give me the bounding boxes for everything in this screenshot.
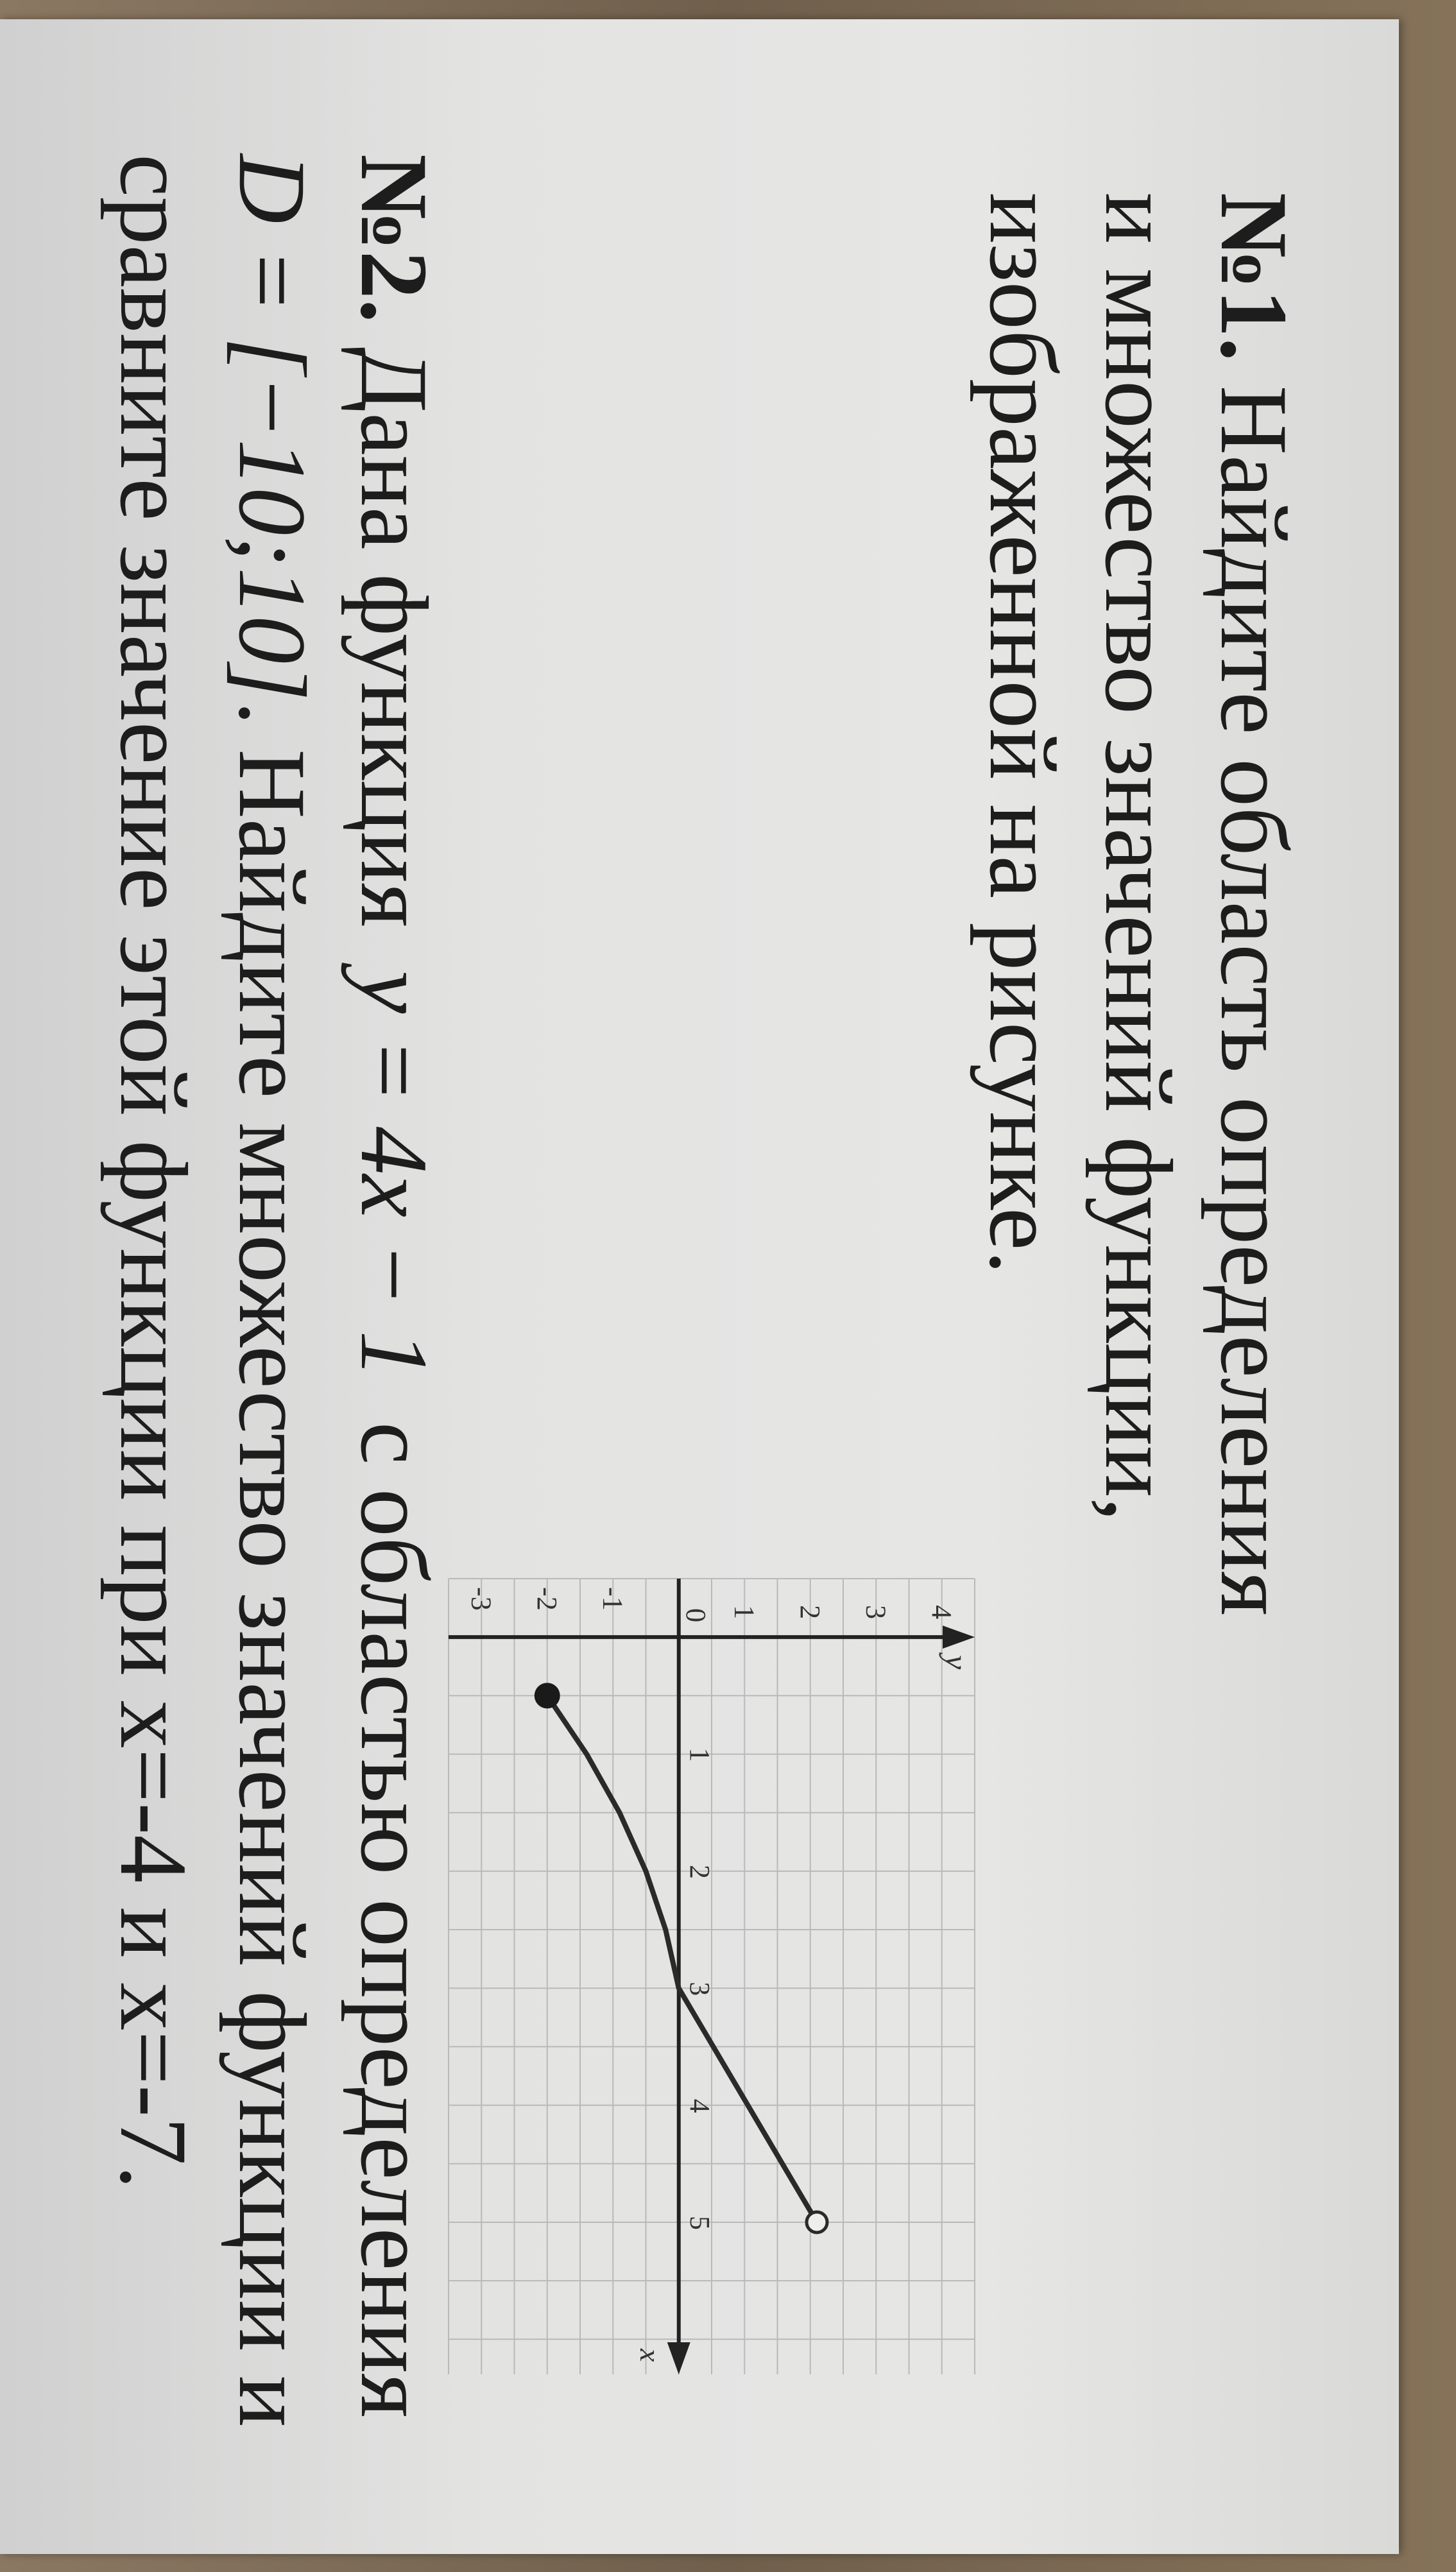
task2-text-a: Дана функция (341, 347, 447, 928)
y-axis-label: y (939, 1655, 975, 1670)
task1-heading (1201, 193, 1307, 1616)
task1-number: №1. (1201, 193, 1307, 362)
task1-line1: Найдите область определения (1201, 385, 1307, 1616)
graph-svg (429, 1553, 994, 2400)
task2-line2 (219, 154, 325, 2428)
origin-label: 0 (680, 1608, 712, 1623)
y-tick-label: 4 (925, 1605, 957, 1620)
end-point-open (807, 2212, 827, 2233)
y-tick-label: 2 (794, 1605, 826, 1620)
x-tick-label: 3 (683, 1982, 715, 1996)
y-tick-label: -1 (597, 1587, 629, 1611)
x-tick-label: 5 (683, 2215, 715, 2230)
task2-text-b: с областью определения (341, 1421, 447, 2418)
y-axis-arrow (943, 1625, 975, 1649)
function-curve (547, 1695, 817, 2222)
function-graph (429, 1553, 994, 2400)
y-tick-label: 1 (728, 1605, 760, 1620)
y-tick-label: -2 (531, 1587, 563, 1611)
task1-line3: изображенной на рисунке. (970, 193, 1076, 1274)
start-point-filled (535, 1683, 560, 1708)
task2-domain: D = [−10;10] (219, 154, 325, 701)
x-axis-arrow (667, 2342, 690, 2374)
task2-function: y = 4x − 1 (341, 970, 447, 1379)
x-tick-label: 2 (683, 1864, 715, 1879)
task2-line3: сравните значение этой функции при x=-4 и x=-7. (100, 154, 207, 2190)
task2-number: №2. (341, 154, 447, 323)
task1-line2: и множество значений функции, (1085, 193, 1192, 1522)
y-tick-label: 3 (860, 1605, 892, 1620)
task2-line2-text: . Найдите множество значений функции и (219, 701, 325, 2428)
y-tick-label: -3 (465, 1587, 497, 1611)
x-axis-label: x (633, 2349, 667, 2362)
task2-line1 (341, 154, 447, 2418)
x-tick-label: 1 (683, 1747, 715, 1762)
x-tick-label: 4 (683, 2098, 715, 2113)
